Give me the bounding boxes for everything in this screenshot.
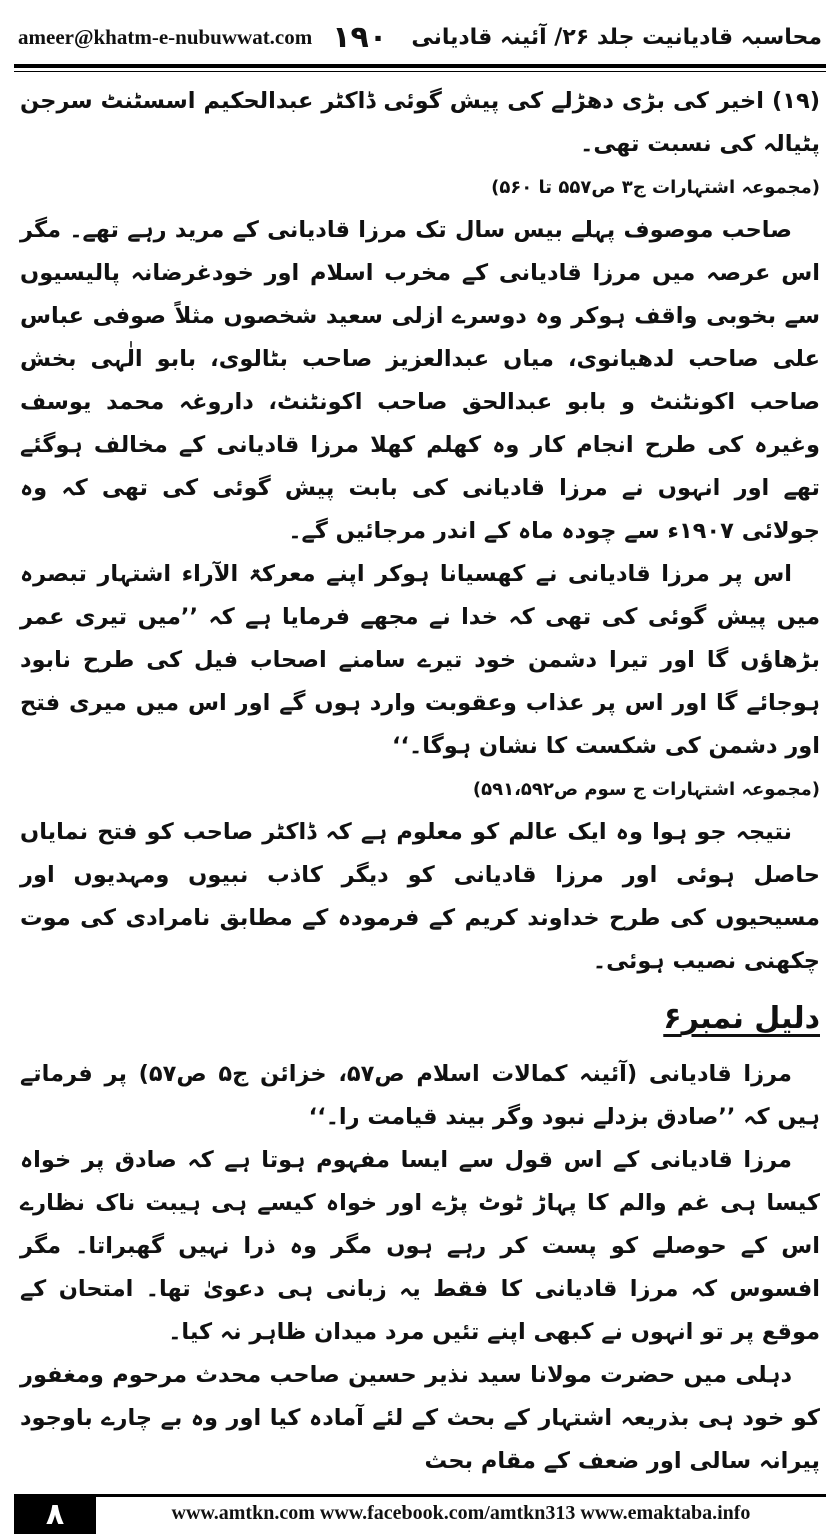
section-heading: دلیل نمبر۶ [663,1001,820,1036]
paragraph-2: صاحب موصوف پہلے بیس سال تک مرزا قادیانی کے مرید رہے تھے۔ مگر اس عرصہ میں مرزا قادیانی کے مخرب اسلام اور خودغرضانہ پالیسیوں سے بخوبی واقف ہوکر وہ دوسرے ازلی سعید شخصوں مثلاً صوفی عباس علی صاحب لدھیانوی، میاں عبدالعزیز صاحب بٹالوی، بابو الٰہی بخش صاحب اکونٹنٹ و بابو عبدالحق صاحب اکونٹنٹ، داروغہ محمد یوسف وغیرہ کی طرح انجام کار وہ کھلم کھلا مرزا قادیانی کے مخالف ہوگئے تھے اور انہوں نے مرزا قادیانی کی بابت پیش گوئی کی تھی کہ وہ جولائی ۱۹۰۷ء سے چودہ ماہ کے اندر مرجائیں گے۔ [20,217,820,544]
reference-2: (مجموعہ اشتہارات ج سوم ص۵۹۱،۵۹۲) [472,779,820,800]
footer-links [96,1494,826,1534]
paragraph-6: مرزا قادیانی کے اس قول سے ایسا مفہوم ہوتا ہے کہ صادق پر خواہ کیسا ہی غم والم کا پہاڑ ٹوٹ پڑے اور خواہ کیسے ہی ہیبت ناک نظارے اس کے حوصلے کو پست کر رہے ہوں مگر وہ ذرا نہیں گھبراتا۔ مگر افسوس کہ مرزا قادیانی کا فقط یہ زبانی ہی دعویٰ تھا۔ امتحان کے موقع پر تو انہوں نے کبھی اپنے تئیں مرد میدان ظاہر نہ کیا۔ [20,1147,820,1345]
paragraph-5: مرزا قادیانی (آئینہ کمالات اسلام ص۵۷، خزائن ج۵ ص۵۷) پر فرماتے ہیں کہ ’’صادق بزدلے نبود وگر بیند قیامت را۔‘‘ [20,1061,820,1130]
footer-rule [96,1494,826,1497]
paragraph-3: اس پر مرزا قادیانی نے کھسیانا ہوکر اپنے معرکۃ الآراء اشتہار تبصرہ میں پیش گوئی کی تھی کہ خدا نے مجھے فرمایا ہے کہ ’’میں تیری عمر بڑھاؤں گا اور تیرا دشمن خود تیرے سامنے اصحاب فیل کی طرح نابود ہوجائے گا اور اس پر عذاب وعقوبت وارد ہوں گے اور اس میں میری فتح اور دشمن کی شکست کا نشان ہوگا۔‘‘ [20,561,820,759]
header-rule-thick [14,64,826,68]
header-email[interactable]: ameer@khatm-e-nubuwwat.com [18,24,313,49]
header-rule-thin [14,71,826,72]
footer-urls[interactable]: www.amtkn.com www.facebook.com/amtkn313 www.emaktaba.info [171,1502,751,1524]
page-body [20,80,820,1483]
header-left [18,20,387,55]
header-page-number: ۱۹۰ [332,19,388,55]
paragraph-7: دہلی میں حضرت مولانا سید نذیر حسین صاحب محدث مرحوم ومغفور کو خود ہی بذریعہ اشتہار کے بحث کے لئے آمادہ کیا اور وہ بے چارے باوجود پیرانہ سالی اور ضعف کے مقام بحث [20,1362,820,1474]
header-book-title: محاسبہ قادیانیت جلد ۲۶/ آئینہ قادیانی [411,24,822,50]
footer-page-number: ۸ [14,1494,96,1534]
page-footer [14,1494,826,1534]
reference-1: (مجموعہ اشتہارات ج۳ ص۵۵۷ تا ۵۶۰) [491,177,820,198]
paragraph-1: (۱۹) اخیر کی بڑی دھڑلے کی پیش گوئی ڈاکٹر عبدالحکیم اسسٹنٹ سرجن پٹیالہ کی نسبت تھی۔ [20,88,820,157]
paragraph-4: نتیجہ جو ہوا وہ ایک عالم کو معلوم ہے کہ ڈاکٹر صاحب کو فتح نمایاں حاصل ہوئی اور مرزا قادیانی کو دیگر کاذب نبیوں ومہدیوں اور مسیحیوں کی طرح خداوند کریم کے فرمودہ کے مطابق نامرادی کی موت چکھنی نصیب ہوئی۔ [20,819,820,974]
page-header [18,14,822,60]
